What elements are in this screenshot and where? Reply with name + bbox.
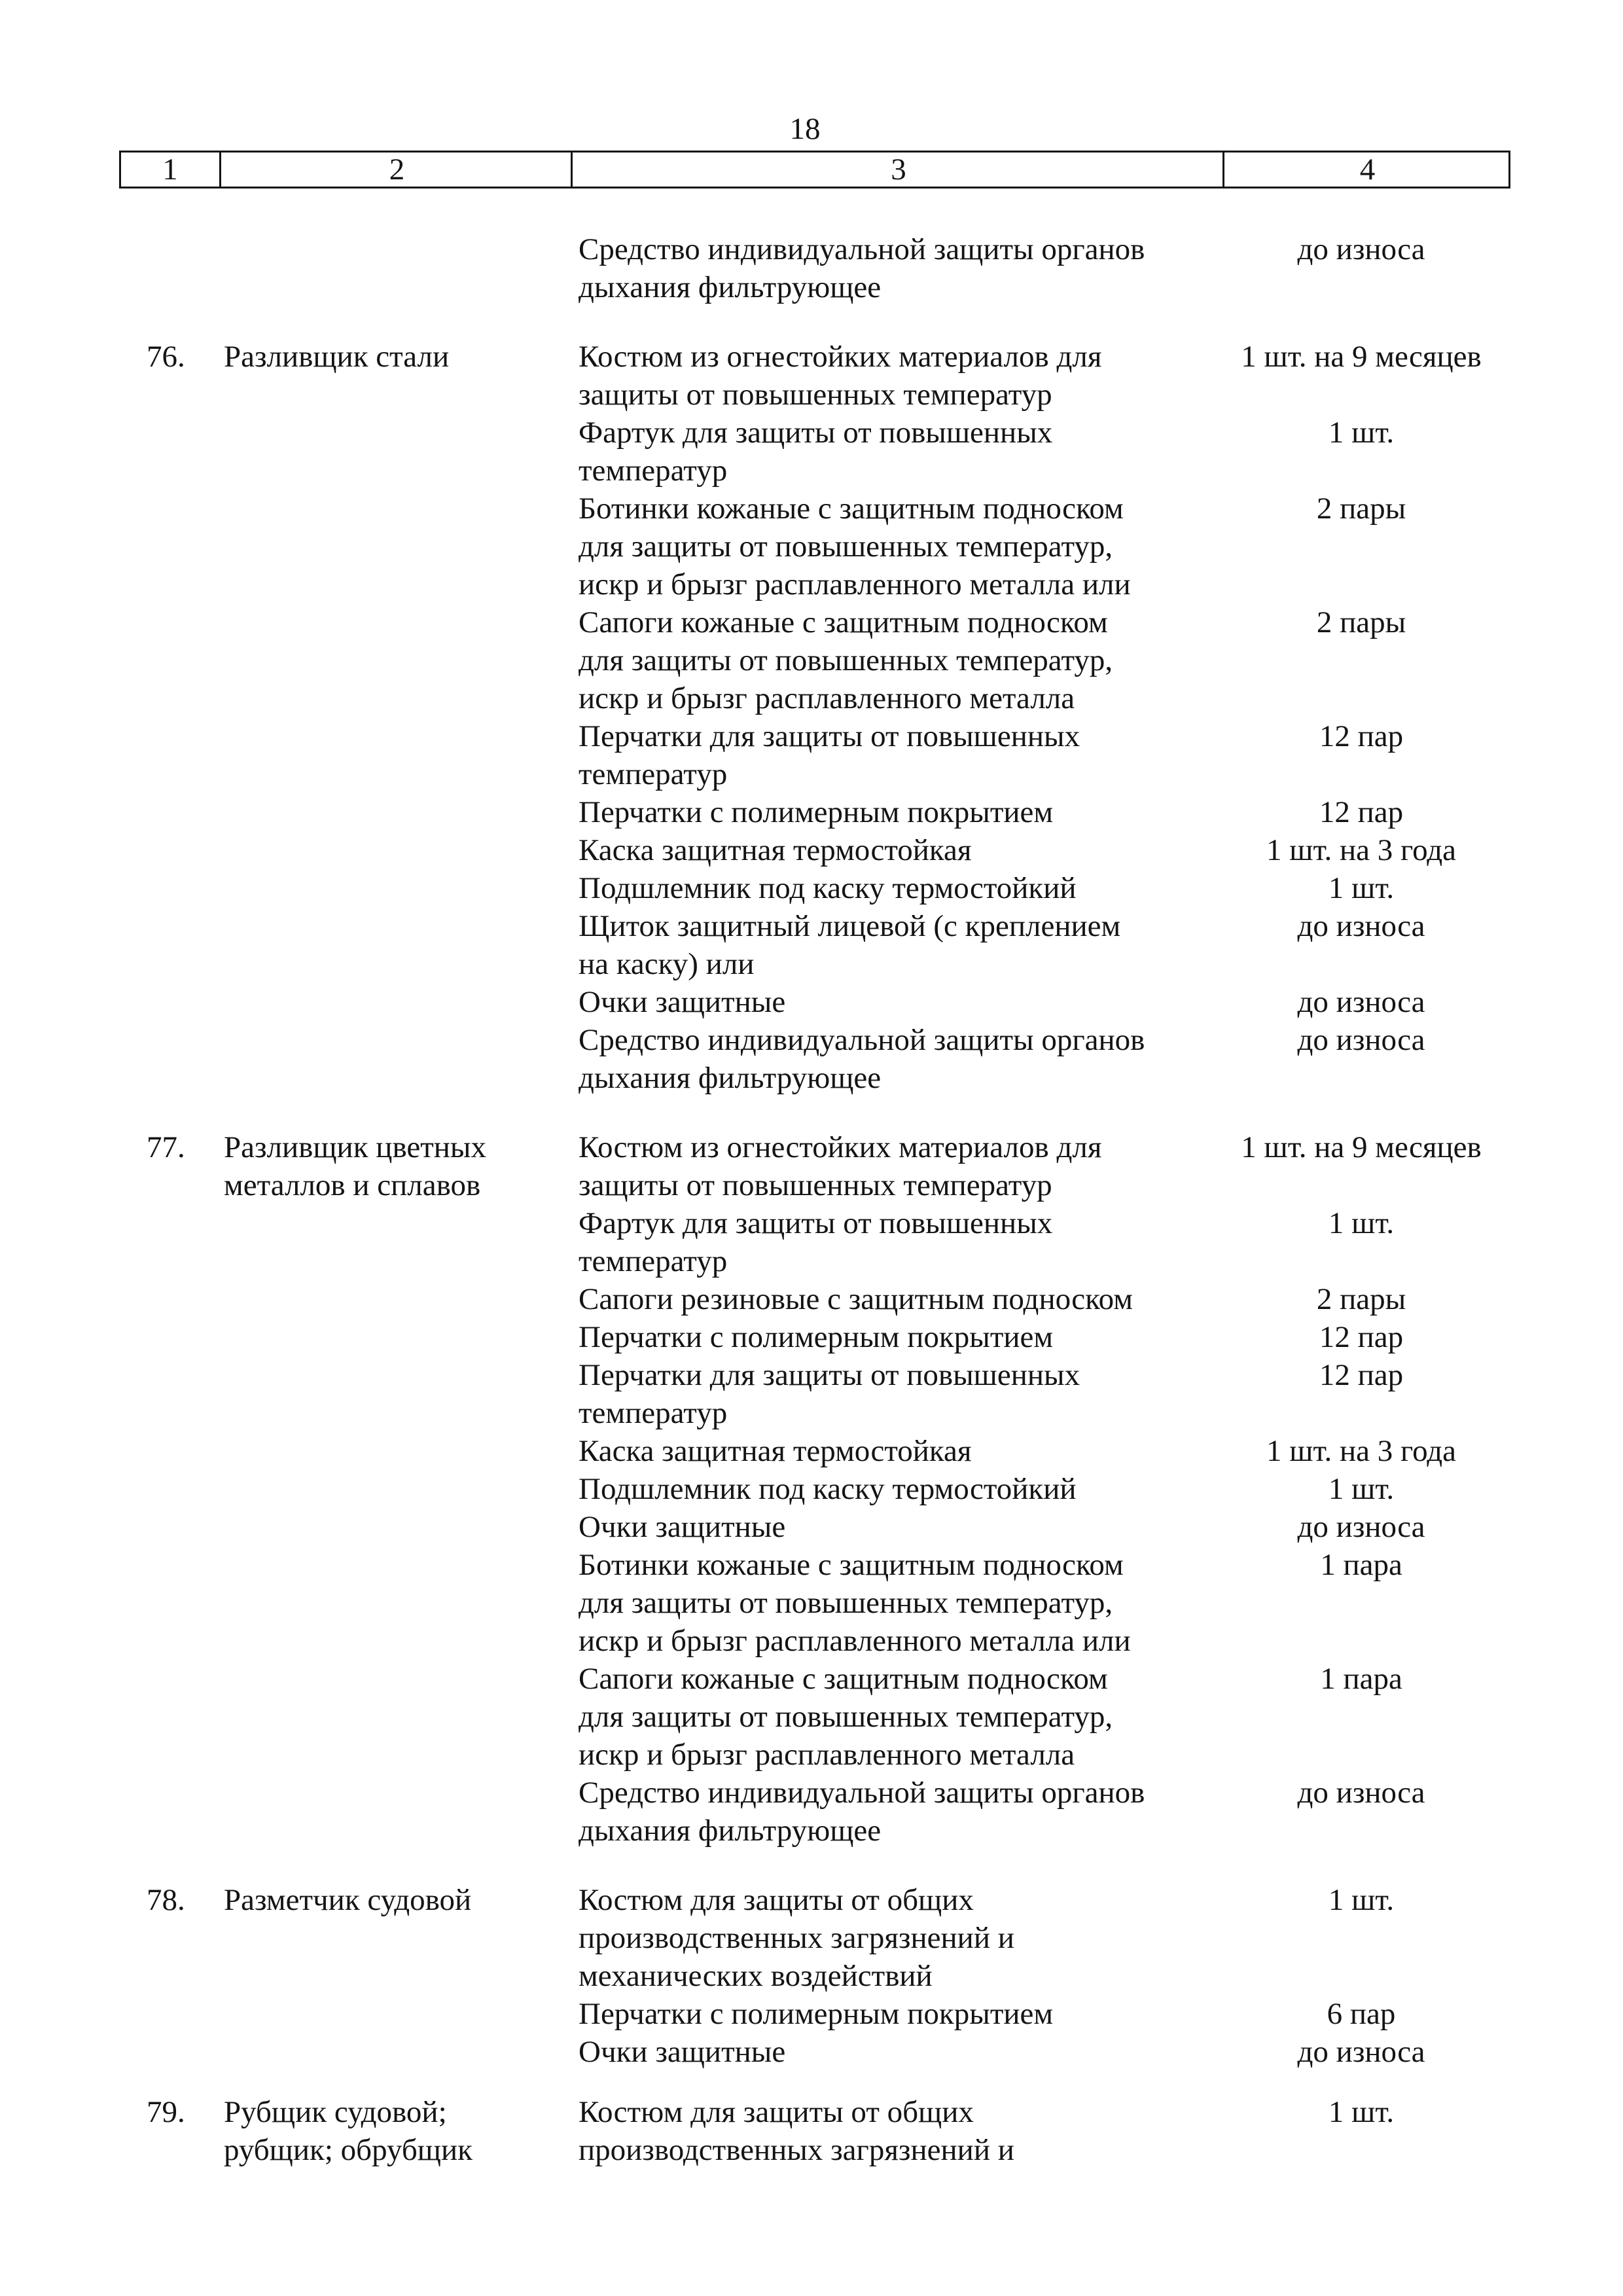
item-quantity: 1 шт. на 3 года — [1266, 833, 1456, 867]
profession-name: Разливщик стали — [224, 340, 450, 374]
item-quantity: 1 шт. — [1328, 2095, 1395, 2129]
item-line: Костюм из огнестойких материалов для — [579, 340, 1102, 374]
item-line: дыхания фильтрующее — [579, 270, 882, 304]
item-line: искр и брызг расплавленного металла — [579, 681, 1075, 715]
item-line: Очки защитные — [579, 2035, 786, 2069]
item-line: для защиты от повышенных температур, — [579, 643, 1113, 677]
header-cell-2: 2 — [219, 152, 573, 187]
item-line: Костюм из огнестойких материалов для — [579, 1130, 1102, 1164]
item-quantity: до износа — [1297, 985, 1425, 1019]
item-line: температур — [579, 454, 728, 488]
item-line: защиты от повышенных температур — [579, 1168, 1052, 1202]
item-line: Подшлемник под каску термостойкий — [579, 871, 1077, 905]
item-line: защиты от повышенных температур — [579, 378, 1052, 412]
item-quantity: 12 пар — [1319, 795, 1404, 829]
item-line: на каску) или — [579, 947, 755, 981]
item-quantity: 1 шт. на 9 месяцев — [1241, 340, 1482, 374]
item-quantity: 12 пар — [1319, 719, 1404, 753]
item-quantity: 1 пара — [1320, 1662, 1402, 1696]
item-quantity: 12 пар — [1319, 1320, 1404, 1354]
item-quantity: 2 пары — [1316, 1282, 1406, 1316]
item-line: Фартук для защиты от повышенных — [579, 416, 1053, 450]
item-quantity: 2 пары — [1316, 605, 1406, 639]
item-line: Очки защитные — [579, 985, 786, 1019]
item-line: Ботинки кожаные с защитным подноском — [579, 1548, 1124, 1582]
item-line: Сапоги кожаные с защитным подноском — [579, 605, 1108, 639]
item-line: искр и брызг расплавленного металла — [579, 1738, 1075, 1772]
item-quantity: до износа — [1297, 909, 1425, 943]
item-quantity: 12 пар — [1319, 1358, 1404, 1392]
profession-name: Разметчик судовой — [224, 1883, 472, 1917]
item-line: температур — [579, 1244, 728, 1278]
row-number: 78. — [147, 1883, 185, 1917]
item-quantity: 1 шт. на 3 года — [1266, 1434, 1456, 1468]
item-line: искр и брызг расплавленного металла или — [579, 1624, 1131, 1658]
item-quantity: до износа — [1297, 1776, 1425, 1810]
item-line: температур — [579, 757, 728, 791]
item-quantity: 1 шт. на 9 месяцев — [1241, 1130, 1482, 1164]
item-quantity: 1 шт. — [1328, 416, 1395, 450]
item-line: Перчатки для защиты от повышенных — [579, 1358, 1080, 1392]
header-cell-4: 4 — [1222, 152, 1510, 187]
page-number: 18 — [789, 112, 821, 146]
item-quantity: 2 пары — [1316, 492, 1406, 526]
item-line: Ботинки кожаные с защитным подноском — [579, 492, 1124, 526]
row-number: 76. — [147, 340, 185, 374]
item-quantity: 1 шт. — [1328, 1472, 1395, 1506]
item-line: Очки защитные — [579, 1510, 786, 1544]
item-quantity: 1 шт. — [1328, 1883, 1395, 1917]
item-line: Костюм для защиты от общих — [579, 1883, 974, 1917]
item-line: Перчатки с полимерным покрытием — [579, 1997, 1054, 2031]
item-line: искр и брызг расплавленного металла или — [579, 567, 1131, 601]
row-number: 79. — [147, 2095, 185, 2129]
item-line: Подшлемник под каску термостойкий — [579, 1472, 1077, 1506]
item-line: дыхания фильтрующее — [579, 1814, 882, 1848]
item-quantity: 1 шт. — [1328, 1206, 1395, 1240]
item-quantity: 6 пар — [1327, 1997, 1396, 2031]
item-line: Перчатки для защиты от повышенных — [579, 719, 1080, 753]
item-quantity: до износа — [1297, 1023, 1425, 1057]
item-line: температур — [579, 1396, 728, 1430]
item-quantity: до износа — [1297, 232, 1425, 266]
item-quantity: до износа — [1297, 1510, 1425, 1544]
item-line: для защиты от повышенных температур, — [579, 529, 1113, 564]
item-quantity: 1 пара — [1320, 1548, 1402, 1582]
item-line: Сапоги кожаные с защитным подноском — [579, 1662, 1108, 1696]
item-line: дыхания фильтрующее — [579, 1061, 882, 1095]
profession-name: Рубщик судовой; — [224, 2095, 447, 2129]
item-line: для защиты от повышенных температур, — [579, 1586, 1113, 1620]
item-line: механических воздействий — [579, 1959, 933, 1993]
item-line: Перчатки с полимерным покрытием — [579, 795, 1054, 829]
profession-name: рубщик; обрубщик — [224, 2133, 473, 2167]
item-line: Средство индивидуальной защиты органов — [579, 1776, 1145, 1810]
item-line: Средство индивидуальной защиты органов — [579, 232, 1145, 266]
item-line: производственных загрязнений и — [579, 2133, 1014, 2167]
item-line: Сапоги резиновые с защитным подноском — [579, 1282, 1133, 1316]
item-line: Фартук для защиты от повышенных — [579, 1206, 1053, 1240]
item-line: для защиты от повышенных температур, — [579, 1700, 1113, 1734]
item-line: Щиток защитный лицевой (с креплением — [579, 909, 1121, 943]
profession-name: Разливщик цветных — [224, 1130, 486, 1164]
item-line: Каска защитная термостойкая — [579, 1434, 972, 1468]
item-quantity: 1 шт. — [1328, 871, 1395, 905]
item-line: Костюм для защиты от общих — [579, 2095, 974, 2129]
table-header-row — [119, 151, 1510, 188]
header-cell-3: 3 — [571, 152, 1224, 187]
item-line: Средство индивидуальной защиты органов — [579, 1023, 1145, 1057]
row-number: 77. — [147, 1130, 185, 1164]
item-line: Перчатки с полимерным покрытием — [579, 1320, 1054, 1354]
profession-name: металлов и сплавов — [224, 1168, 481, 1202]
item-quantity: до износа — [1297, 2035, 1425, 2069]
item-line: производственных загрязнений и — [579, 1921, 1014, 1955]
header-cell-1: 1 — [162, 152, 178, 187]
item-line: Каска защитная термостойкая — [579, 833, 972, 867]
